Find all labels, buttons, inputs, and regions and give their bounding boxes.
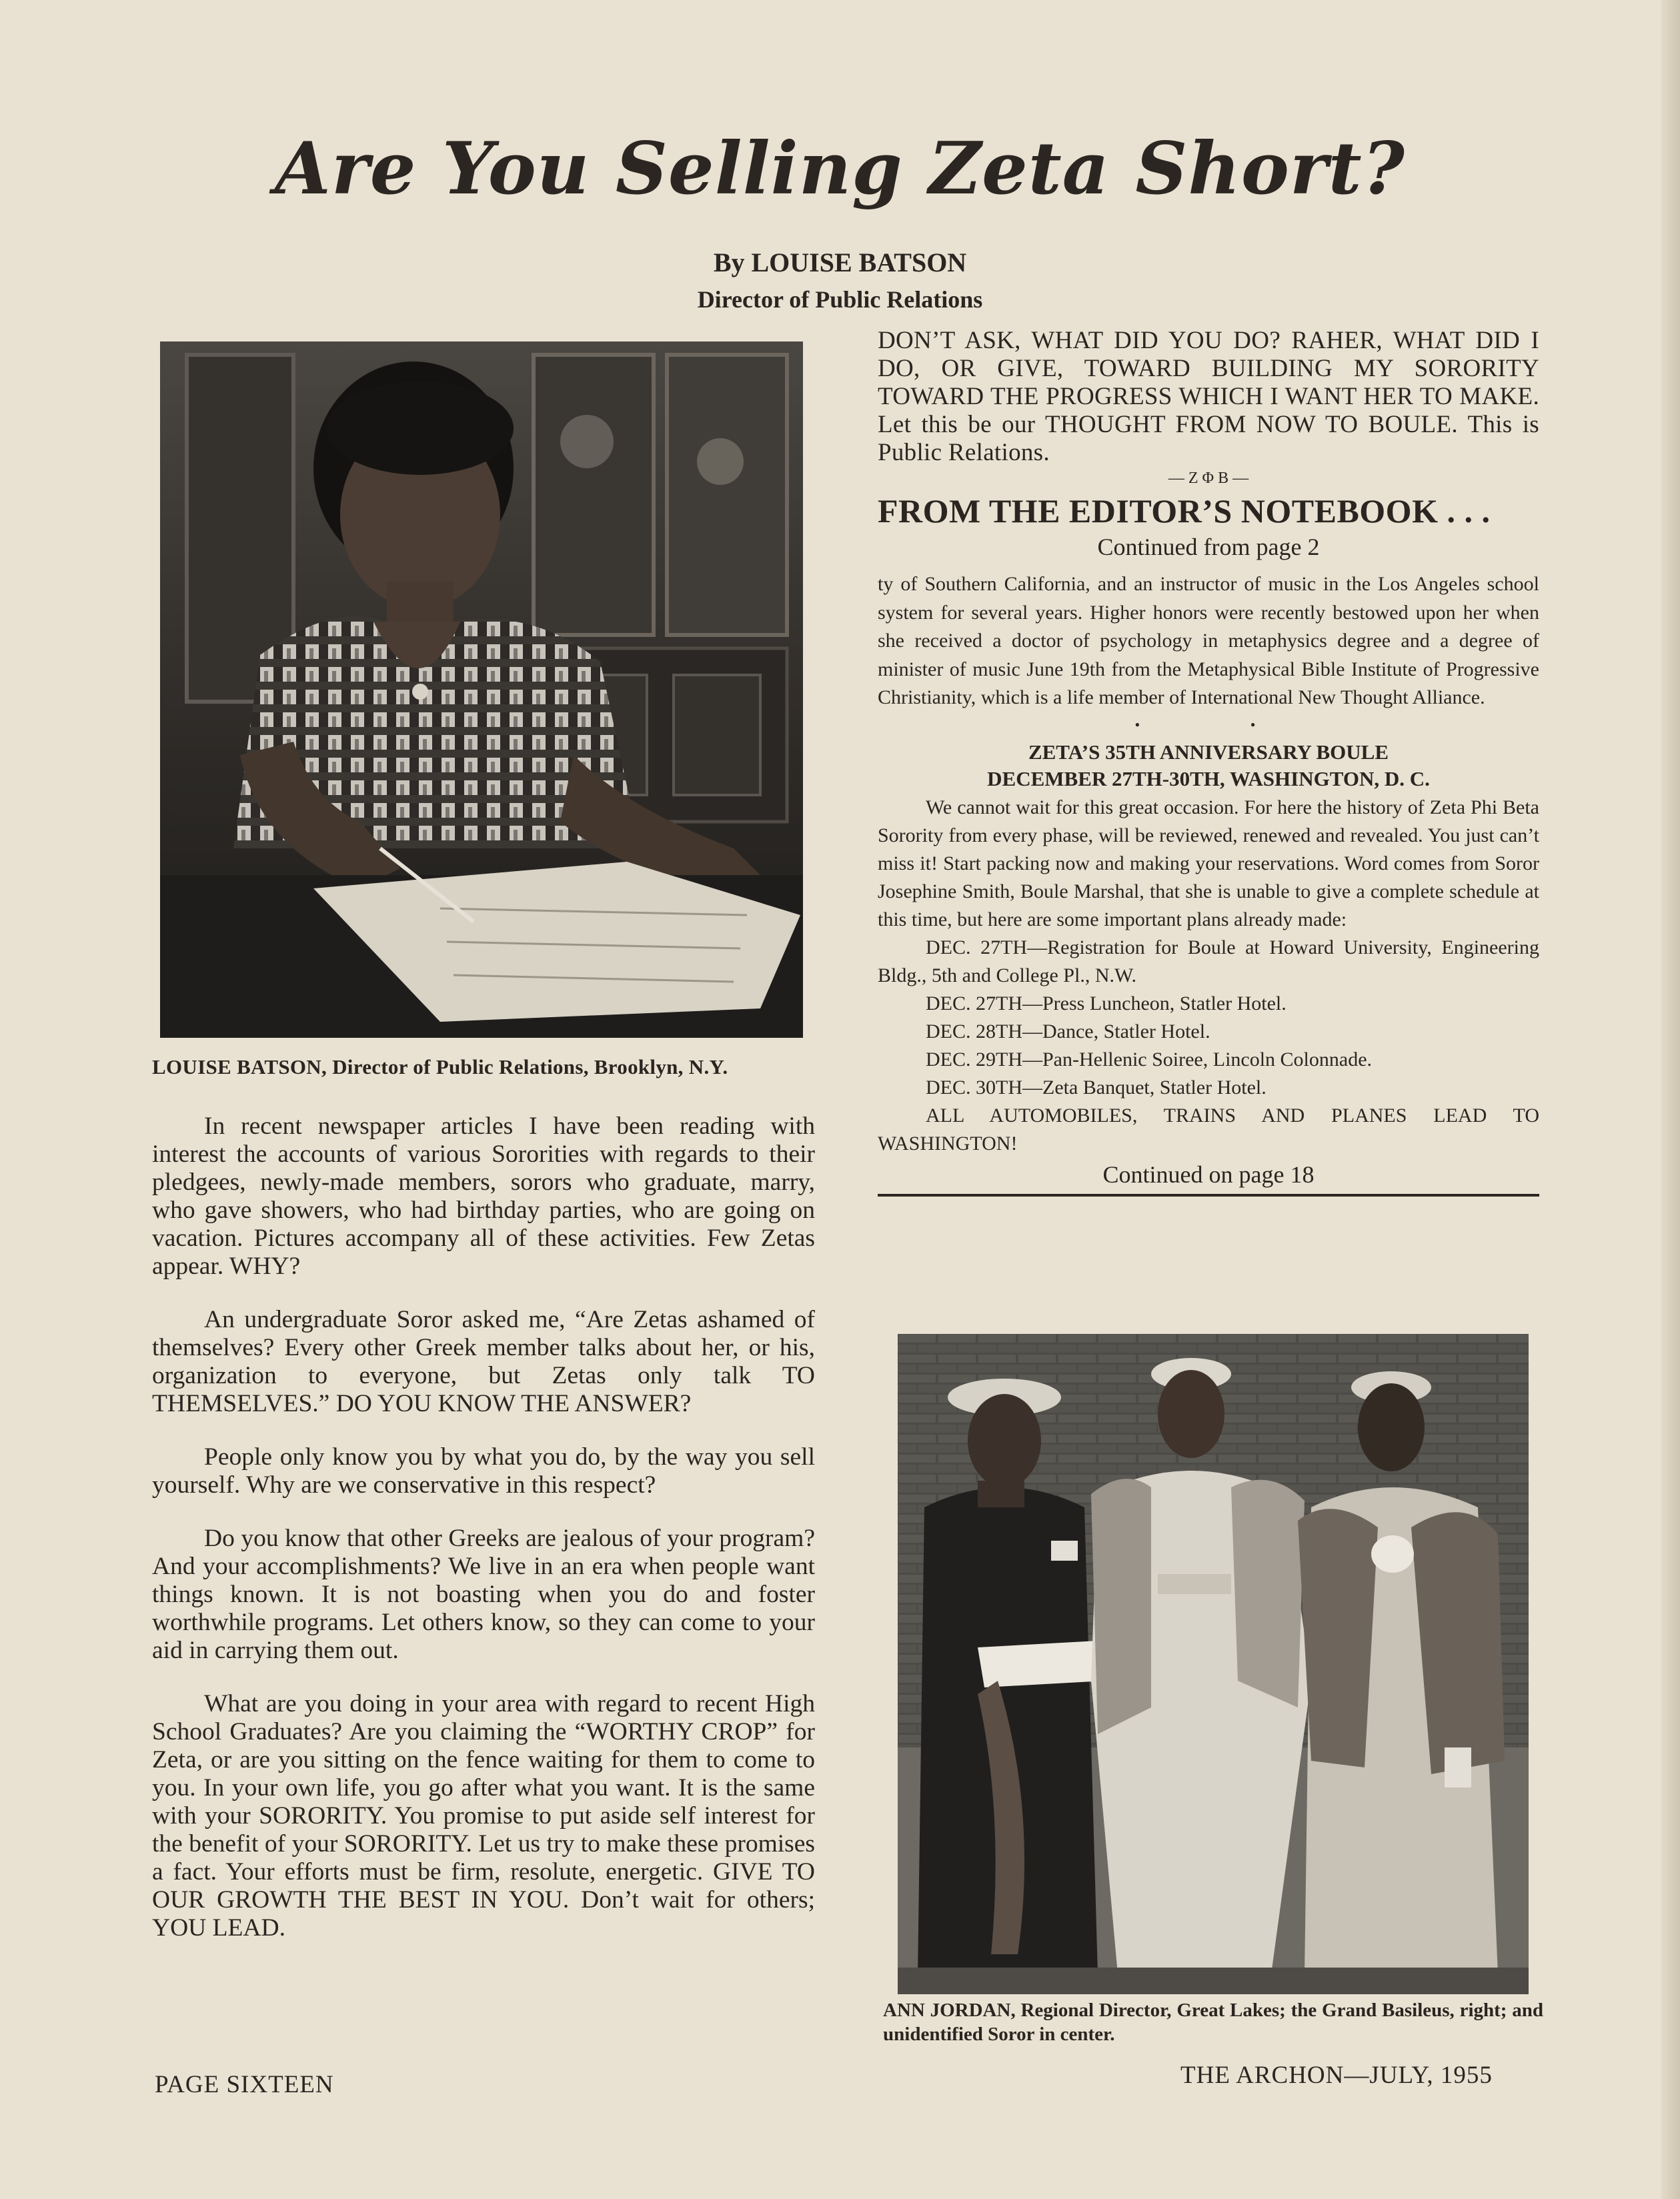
continued-on-note: Continued on page 18 [1102,1161,1315,1188]
schedule-item: DEC. 29TH—Pan-Hellenic Soiree, Lincoln Colonnade. [926,1048,1373,1070]
publication-issue: THE ARCHON—JULY, 1955 [1180,2062,1493,2089]
photo-louise-batson-image [160,341,803,1038]
left-paragraph-3: People only know you by what you do, by the way you sell yourself. Why are we conservative in this respect? [152,1443,815,1499]
continued-from-note: Continued from page 2 [1097,534,1320,560]
schedule-item: DEC. 30TH—Zeta Banquet, Statler Hotel. [926,1076,1267,1098]
page-number: PAGE SIXTEEN [155,2071,334,2098]
left-paragraph-5: What are you doing in your area with regard to recent High School Graduates? Are you claiming the “WORTHY CROP” for Zeta, or are you sitting on the fence waiting for them to come to you. In your own life, you go after what you want. It is the same with your SORORITY. You promise to put aside self interest for the benefit of your SORORITY. Let us try to make these promises a fact. Your efforts must be firm, resolute, energetic. GIVE TO OUR GROWTH THE BEST IN YOU. Don’t wait for others; YOU LEAD. [152,1690,815,1942]
schedule-item: DEC. 27TH—Press Luncheon, Statler Hotel. [926,992,1287,1014]
photo-right-caption: ANN JORDAN, Regional Director, Great Lakes; the Grand Basileus, right; and unidentified Soror in center. [883,2000,1543,2045]
byline: By LOUISE BATSON [713,247,967,277]
left-paragraph-2: An undergraduate Soror asked me, “Are Zetas ashamed of themselves? Every other Greek member talks about her, or his, organization to everyone, but Zetas only talk TO THEMSELVES.” DO YOU KNOW THE ANSWER? [152,1306,815,1417]
left-paragraph-4: Do you know that other Greeks are jealous of your program? And your accomplishments? We live in an era when people want things known. It is not boasting when you do and foster worthwhile programs. Let others know, so they can come to your aid in carrying them out. [152,1525,815,1664]
section-rule [878,1194,1539,1197]
editors-notebook-heading: FROM THE EDITOR’S NOTEBOOK . . . [878,492,1491,530]
zeta-divider: — Z Φ B — [1168,470,1249,487]
public-relations-closing: DON’T ASK, WHAT DID YOU DO? RAHER, WHAT DID I DO, OR GIVE, TOWARD BUILDING MY SORORITY TOWARD THE PROGRESS WHICH I WANT HER TO MAKE. Let this be our THOUGHT FROM NOW TO BOULE. This is Public Relations. [878,327,1539,466]
article-title: Are You Selling Zeta Short? [275,127,1405,211]
schedule-item: ALL AUTOMOBILES, TRAINS AND PLANES LEAD TO WASHINGTON! [878,1104,1539,1155]
section-dots: • • [1134,716,1309,733]
boule-text: We cannot wait for this great occasion. For here the history of Zeta Phi Beta Sorority from every phase, will be reviewed, renewed and revealed. You just can’t miss it! Start packing now and making your reservations. Word comes from Soror Josephine Smith, Boule Marshal, that she is unable to give a complete schedule at this time, but here are some important plans already made: [878,796,1539,930]
left-paragraph-1: In recent newspaper articles I have been reading with interest the accounts of various Sororities with regards to their pledgees, newly-made members, sorors who graduate, marry, who gave showers, who had birthday parties, who are going on vacation. Pictures accompany all of these activities. Few Zetas appear. WHY? [152,1113,815,1280]
left-column [152,1113,815,1968]
photo-three-sorors-image [898,1334,1529,1994]
byline-title: Director of Public Relations [697,286,983,313]
schedule-item: DEC. 27TH—Registration for Boule at Howard University, Engineering Bldg., 5th and College Pl., N.W. [878,936,1539,986]
schedule-item: DEC. 28TH—Dance, Statler Hotel. [926,1020,1210,1042]
boule-heading-line-2: DECEMBER 27TH-30TH, WASHINGTON, D. C. [987,766,1430,790]
notebook-text: ty of Southern California, and an instructor of music in the Los Angeles school system for several years. Higher honors were recently bestowed upon her when she received a doctor of psychology in metaphysics degree and a degree of minister of music June 19th from the Metaphysical Bible Institute of Progressive Christianity, which is a life member of International New Thought Alliance. [878,573,1539,708]
photo-louise-batson [160,341,803,1038]
page-edge [1661,0,1680,2199]
photo-left-caption: LOUISE BATSON, Director of Public Relations, Brooklyn, N.Y. [152,1055,728,1078]
boule-heading-line-1: ZETA’S 35TH ANNIVERSARY BOULE [1028,740,1389,764]
photo-three-sorors [898,1334,1529,1994]
right-column [878,327,1539,1197]
boule-schedule [878,934,1539,1158]
